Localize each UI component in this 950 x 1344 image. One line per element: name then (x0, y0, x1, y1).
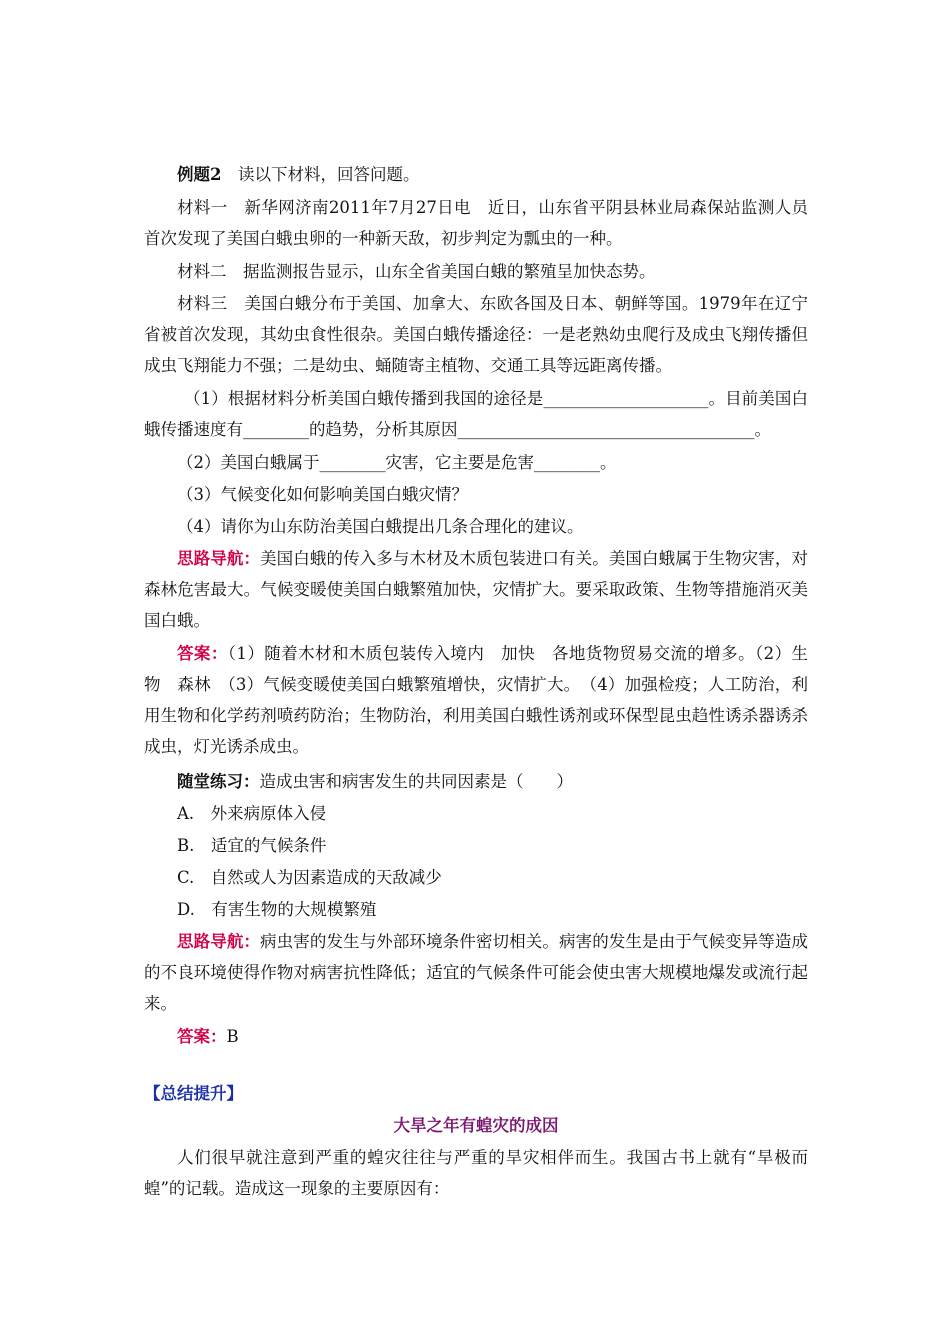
practice-label: 随堂练习： (177, 772, 260, 791)
summary-heading (144, 1078, 808, 1109)
summary-title (144, 1110, 808, 1141)
example-guide (144, 543, 808, 636)
example-guide-label: 思路导航： (177, 549, 261, 568)
summary-text: 人们很早就注意到严重的蝗灾往往与严重的旱灾相伴而生。我国古书上就有“旱极而蝗”的记载。造成这一现象的主要原因有： (144, 1148, 808, 1198)
example-answer-text: （1）随着木材和木质包装传入境内 加快 各地货物贸易交流的增多。（2）生物 森林 （3）气候变暖使美国白蛾繁殖增快，灾情扩大。 （4）加强检疫；人工防治，利用生物和化学药剂喷药防治；生物防治，利用美国白蛾性诱剂或环保型昆虫趋性诱杀器诱杀成虫，灯光诱杀成虫。 (144, 644, 808, 756)
practice-question (144, 766, 808, 797)
example-heading (144, 159, 808, 190)
material-3: 材料三 美国白蛾分布于美国、加拿大、东欧各国及日本、朝鲜等国。1979年在辽宁省被首次发现，其幼虫食性很杂。美国白蛾传播途径：一是老熟幼虫爬行及成虫飞翔传播但成虫飞翔能力不强；二是幼虫、蛹随寄主植物、交通工具等远距离传播。 (144, 294, 808, 375)
question-3: （3）气候变化如何影响美国白蛾灾情？ (177, 485, 468, 504)
option-a: A. 外来病原体入侵 (177, 804, 327, 823)
example-answer (144, 638, 808, 762)
summary-heading-text: 【总结提升】 (144, 1084, 243, 1103)
option-b: B. 适宜的气候条件 (177, 836, 327, 855)
practice-guide-text: 病虫害的发生与外部环境条件密切相关。病害的发生是由于气候变异等造成的不良环境使得作物对病害抗性降低；适宜的气候条件可能会使虫害大规模地爆发或流行起来。 (144, 932, 809, 1013)
question-4: （4）请你为山东防治美国白蛾提出几条合理化的建议。 (177, 517, 584, 536)
example-guide-text: 美国白蛾的传入多与木材及木质包装进口有关。美国白蛾属于生物灾害，对森林危害最大。气候变暖使美国白蛾繁殖加快，灾情扩大。要采取政策、生物等措施消灭美国白蛾。 (144, 549, 809, 630)
practice-answer-text: B (226, 1027, 239, 1046)
practice-guide (144, 926, 808, 1019)
example-intro: 读以下材料，回答问题。 (237, 165, 420, 184)
example-label: 例题2 (177, 165, 222, 184)
practice-answer (144, 1021, 808, 1052)
practice-guide-label: 思路导航： (177, 932, 261, 951)
summary-title-text: 大旱之年有蝗灾的成因 (393, 1116, 559, 1135)
option-d: D. 有害生物的大规模繁殖 (177, 900, 377, 919)
option-c: C. 自然或人为因素造成的天敌减少 (177, 868, 442, 887)
material-1: 材料一 新华网济南2011年7月27日电 近日，山东省平阴县林业局森保站监测人员首次发现了美国白蛾虫卵的一种新天敌，初步判定为瓢虫的一种。 (144, 198, 808, 248)
practice-question-text: 造成虫害和病害发生的共同因素是（ ） (259, 772, 573, 791)
question-2: （2）美国白蛾属于________灾害，它主要是危害________。 (177, 453, 617, 472)
example-answer-label: 答案： (177, 644, 228, 663)
material-2: 材料二 据监测报告显示，山东全省美国白蛾的繁殖呈加快态势。 (177, 262, 656, 281)
question-1: （1）根据材料分析美国白蛾传播到我国的途径是____________________。目前美国白蛾传播速度有________的趋势，分析其原因____________________________________。 (144, 389, 808, 439)
practice-answer-label: 答案： (177, 1027, 227, 1046)
